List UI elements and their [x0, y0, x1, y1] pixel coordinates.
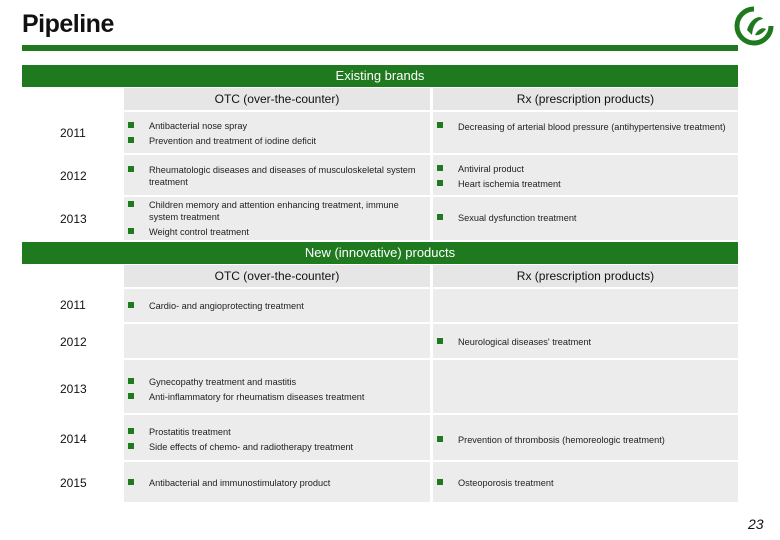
company-logo-icon: [733, 5, 775, 47]
list-item: Antibacterial and immunostimulatory product: [149, 478, 331, 488]
title-divider: [22, 45, 738, 51]
list-item: Rheumatologic diseases and diseases of musculoskeletal system treatment: [149, 165, 416, 187]
list-item: Heart ischemia treatment: [458, 179, 561, 189]
square-bullet-icon: [128, 166, 134, 172]
square-bullet-icon: [437, 165, 443, 171]
innovative-otc-cell: [124, 324, 430, 358]
innovative-year-2012: 2012: [60, 335, 87, 349]
innovative-year-2011: 2011: [60, 298, 86, 312]
square-bullet-icon: [128, 393, 134, 399]
square-bullet-icon: [128, 378, 134, 384]
list-item: Antibacterial nose spray: [149, 121, 248, 131]
list-item: Decreasing of arterial blood pressure (antihypertensive treatment): [458, 122, 726, 132]
list-item: Children memory and attention enhancing treatment, immune system treatment: [149, 200, 399, 222]
list-item: Prostatitis treatment: [149, 427, 231, 437]
list-item: Gynecopathy treatment and mastitis: [149, 377, 297, 387]
innovative-products-band: New (innovative) products: [22, 242, 738, 264]
existing-rx-header: Rx (prescription products): [433, 88, 738, 110]
square-bullet-icon: [128, 201, 134, 207]
list-item: Osteoporosis treatment: [458, 478, 554, 488]
square-bullet-icon: [128, 137, 134, 143]
existing-year-2013: 2013: [60, 212, 87, 226]
square-bullet-icon: [437, 122, 443, 128]
square-bullet-icon: [437, 214, 443, 220]
square-bullet-icon: [128, 228, 134, 234]
square-bullet-icon: [128, 443, 134, 449]
existing-otc-header: OTC (over-the-counter): [124, 88, 430, 110]
list-item: Prevention of thrombosis (hemoreologic treatment): [458, 435, 665, 445]
list-item: Anti-inflammatory for rheumatism diseases treatment: [149, 392, 365, 402]
list-item: Sexual dysfunction treatment: [458, 213, 577, 223]
existing-year-2011: 2011: [60, 126, 86, 140]
innovative-otc-header: OTC (over-the-counter): [124, 265, 430, 287]
innovative-year-2013: 2013: [60, 382, 87, 396]
square-bullet-icon: [437, 436, 443, 442]
innovative-year-2014: 2014: [60, 432, 87, 446]
existing-brands-band: Existing brands: [22, 65, 738, 87]
innovative-year-2015: 2015: [60, 476, 87, 490]
existing-year-2012: 2012: [60, 169, 87, 183]
square-bullet-icon: [128, 428, 134, 434]
list-item: Side effects of chemo- and radiotherapy treatment: [149, 442, 354, 452]
square-bullet-icon: [437, 479, 443, 485]
square-bullet-icon: [437, 180, 443, 186]
square-bullet-icon: [128, 302, 134, 308]
page-title: Pipeline: [22, 10, 114, 38]
list-item: Cardio- and angioprotecting treatment: [149, 301, 304, 311]
innovative-rx-cell: [433, 289, 738, 322]
list-item: Prevention and treatment of iodine deficit: [149, 136, 317, 146]
square-bullet-icon: [128, 122, 134, 128]
list-item: Neurological diseases' treatment: [458, 337, 591, 347]
list-item: Weight control treatment: [149, 227, 249, 237]
innovative-rx-header: Rx (prescription products): [433, 265, 738, 287]
square-bullet-icon: [437, 338, 443, 344]
innovative-rx-cell: [433, 360, 738, 413]
page-number: 23: [748, 516, 764, 532]
square-bullet-icon: [128, 479, 134, 485]
list-item: Antiviral product: [458, 164, 524, 174]
